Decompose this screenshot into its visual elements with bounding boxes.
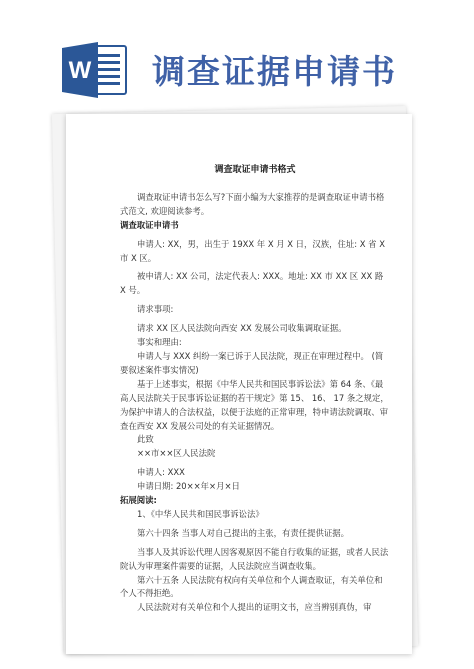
section-heading-application: 调查取证申请书: [120, 219, 179, 230]
document-body: [120, 164, 390, 615]
document-title: 调查取证申请书格式: [214, 165, 296, 175]
date-line: 申请日期: 20××年×月×日: [137, 481, 240, 492]
article-65: 第六十五条 人民法院有权向有关单位和个人调查取证，有关单位和个人不得拒绝。: [120, 574, 383, 599]
facts-paragraph: 申请人与 XXX 纠纷一案已诉于人民法院，现正在审理过程中。 (简要叙述案件事实情况): [120, 350, 384, 375]
intro-paragraph: 调查取证申请书怎么写?下面小编为大家推荐的是调查取证申请书格式范文, 欢迎阅读参考。: [120, 191, 385, 216]
applicant-paragraph: 申请人: XX，男，出生于 19XX 年 X 月 X 日，汉族，住址: X 省 X 市 X 区。: [120, 238, 385, 263]
word-icon: [62, 42, 128, 98]
regards-line: 此致: [137, 434, 154, 445]
article-64: 第六十四条 当事人对自己提出的主张，有责任提供证据。: [137, 527, 350, 538]
law-title: 1、《中华人民共和国民事诉讼法》: [137, 508, 264, 519]
request-paragraph: 请求 XX 区人民法院向西安 XX 发展公司收集调取证据。: [137, 323, 347, 334]
facts-label: 事实和理由:: [137, 337, 182, 348]
respondent-paragraph: 被申请人: XX 公司，法定代表人: XXX。地址: XX 市 XX 区 XX 路 X 号。: [120, 271, 384, 296]
basis-paragraph: 基于上述事实，根据《中华人民共和国民事诉讼法》第 64 条、《最高人民法院关于民事诉讼证据的若干规定》第 15、 16、 17 条之规定，为保护申请人的合法权益，以便于法庭的正常审理，特申请法院调取、审查在西安 XX 发展公司处的有关证据情况。: [120, 378, 389, 431]
section-heading-further-reading: 拓展阅读:: [120, 495, 157, 506]
request-label: 请求事项:: [137, 304, 174, 315]
header-banner: [0, 0, 474, 100]
page-title: 调查证据申请书: [152, 52, 397, 91]
signer-line: 申请人: XXX: [137, 467, 185, 478]
document-page: [66, 114, 412, 654]
article-64-continued: 当事人及其诉讼代理人因客观原因不能自行收集的证据，或者人民法院认为审理案件需要的证据，人民法院应当调查收集。: [120, 546, 389, 571]
svg-text:W: W: [68, 57, 92, 84]
court-line: ××市××区人民法院: [137, 448, 216, 459]
article-65-continued: 人民法院对有关单位和个人提出的证明文书，应当辨别真伪，审: [137, 602, 372, 613]
